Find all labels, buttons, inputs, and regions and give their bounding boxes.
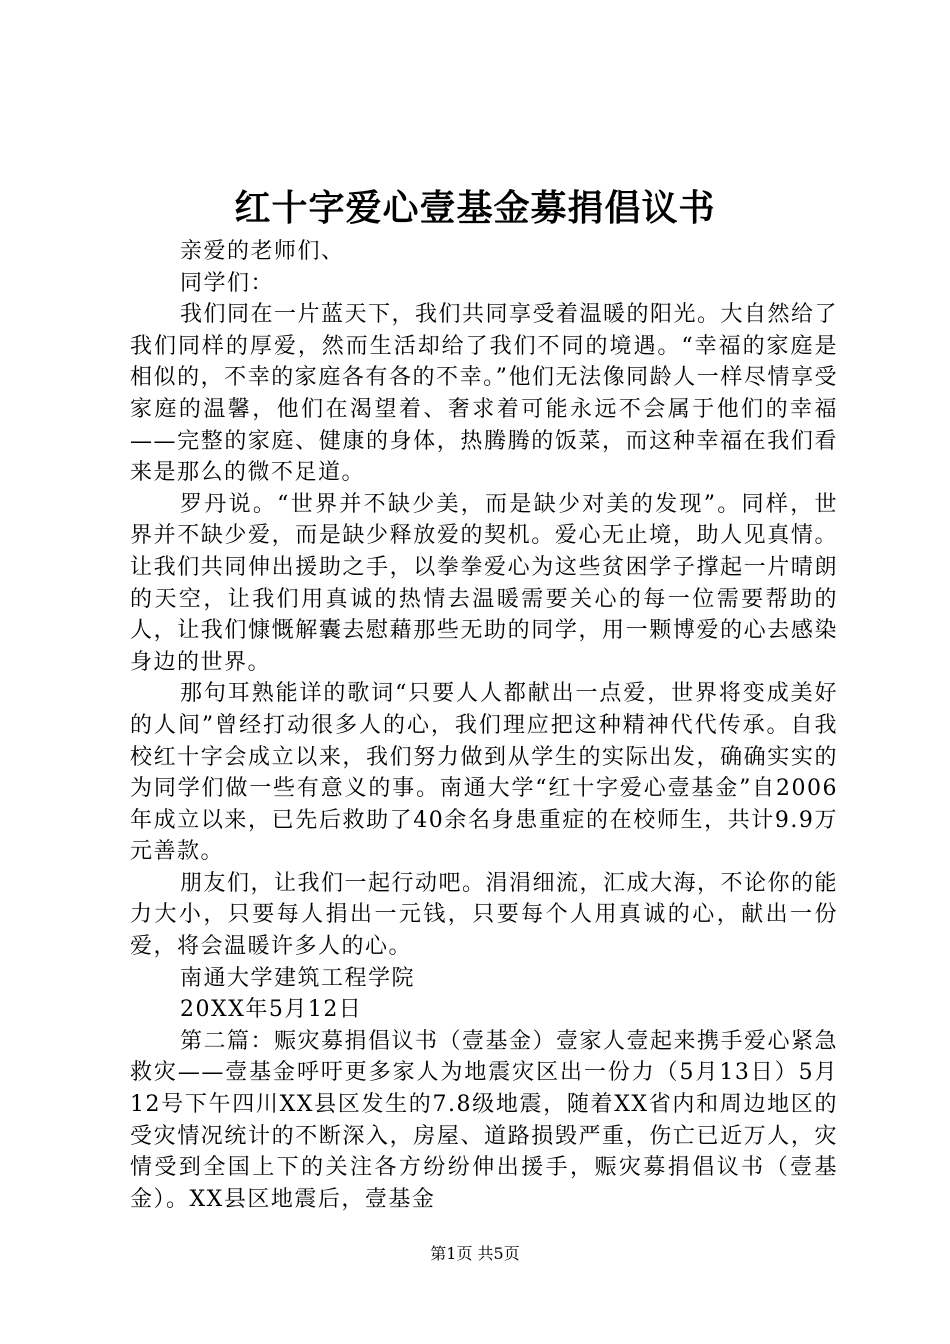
- body-paragraph: 我们同在一片蓝天下，我们共同享受着温暖的阳光。大自然给了我们同样的厚爱，然而生活却给了我们不同的境遇。“幸福的家庭是相似的，不幸的家庭各有各的不幸。”他们无法像同龄人一样尽情享受家庭的温馨，他们在渴望着、奢求着可能永远不会属于他们的幸福——完整的家庭、健康的身体，热腾腾的饭菜，而这种幸福在我们看来是那么的微不足道。: [130, 302, 839, 486]
- signature-organization: 南通大学建筑工程学院: [180, 965, 416, 991]
- body-paragraph: 那句耳熟能详的歌词“只要人人都献出一点爱，世界将变成美好的人间”曾经打动很多人的心，我们理应把这种精神代代传承。自我校红十字会成立以来，我们努力做到从学生的实际出发，确确实实的为同学们做一些有意义的事。南通大学“红十字爱心壹基金”自2006年成立以来，已先后救助了40余名身患重症的在校师生，共计9.9万元善款。: [130, 681, 838, 865]
- salutation-line-2: 同学们：: [180, 270, 275, 296]
- body-paragraph: 罗丹说。“世界并不缺少美，而是缺少对美的发现”。同样，世界并不缺少爱，而是缺少释放爱的契机。爱心无止境，助人见真情。让我们共同伸出援助之手，以拳拳爱心为这些贫困学子撑起一片晴朗的天空，让我们用真诚的热情去温暖需要关心的每一位需要帮助的人，让我们慷慨解囊去慰藉那些无助的同学，用一颗博爱的心去感染身边的世界。: [130, 491, 838, 675]
- signature-date: 20XX年5月12日: [180, 997, 363, 1023]
- body-paragraph: 朋友们，让我们一起行动吧。涓涓细流，汇成大海，不论你的能力大小，只要每人捐出一元钱，只要每个人用真诚的心，献出一份爱，将会温暖许多人的心。: [130, 870, 839, 960]
- body-paragraph: 第二篇：赈灾募捐倡议书（壹基金）壹家人壹起来携手爱心紧急救灾——壹基金呼吁更多家人为地震灾区出一份力（5月13日）5月12号下午四川XX县区发生的7.8级地震，随着XX省内和周边地区的受灾情况统计的不断深入，房屋、道路损毁严重，伤亡已近万人，灾情受到全国上下的关注各方纷纷伸出援手，赈灾募捐倡议书（壹基金）。XX县区地震后，壹基金: [130, 1028, 839, 1212]
- salutation-line-1: 亲爱的老师们、: [180, 239, 345, 264]
- document-title: 红十字爱心壹基金募捐倡议书: [234, 187, 716, 229]
- document-body: [130, 236, 838, 1215]
- page-number-footer: 第1页 共5页: [430, 1244, 520, 1263]
